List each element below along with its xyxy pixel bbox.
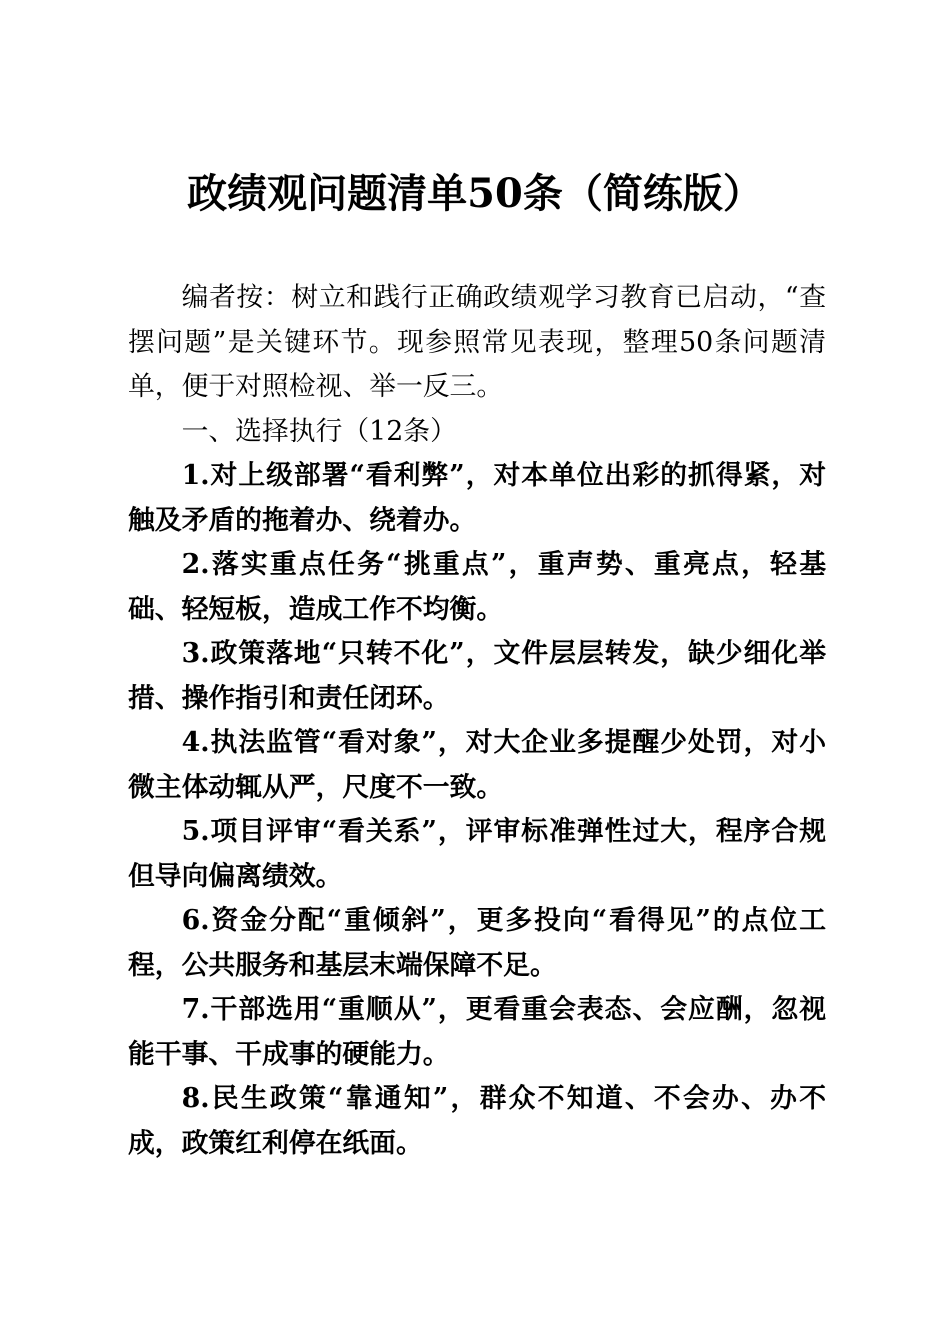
list-item: 8.民生政策“靠通知”，群众不知道、不会办、办不成，政策红利停在纸面。: [128, 1083, 826, 1159]
list-item: 3.政策落地“只转不化”，文件层层转发，缺少细化举措、操作指引和责任闭环。: [128, 638, 826, 714]
document-title: 政绩观问题清单50条（简练版）: [187, 170, 763, 217]
list-item: 6.资金分配“重倾斜”，更多投向“看得见”的点位工程，公共服务和基层末端保障不足。: [128, 905, 826, 981]
list-item: 2.落实重点任务“挑重点”，重声势、重亮点，轻基础、轻短板，造成工作不均衡。: [128, 549, 826, 625]
editor-note: 编者按：树立和践行正确政绩观学习教育已启动，“查摆问题”是关键环节。现参照常见表现，整理50条问题清单，便于对照检视、举一反三。: [128, 282, 826, 402]
section-heading: 一、选择执行（12条）: [181, 415, 457, 447]
list-item: 5.项目评审“看关系”，评审标准弹性过大，程序合规但导向偏离绩效。: [128, 816, 826, 892]
list-item: 7.干部选用“重顺从”，更看重会表态、会应酬，忽视能干事、干成事的硬能力。: [128, 994, 826, 1070]
list-item: 4.执法监管“看对象”，对大企业多提醒少处罚，对小微主体动辄从严，尺度不一致。: [128, 727, 826, 803]
list-item: 1.对上级部署“看利弊”，对本单位出彩的抓得紧，对触及矛盾的拖着办、绕着办。: [128, 460, 826, 536]
document-body: [128, 276, 826, 1166]
